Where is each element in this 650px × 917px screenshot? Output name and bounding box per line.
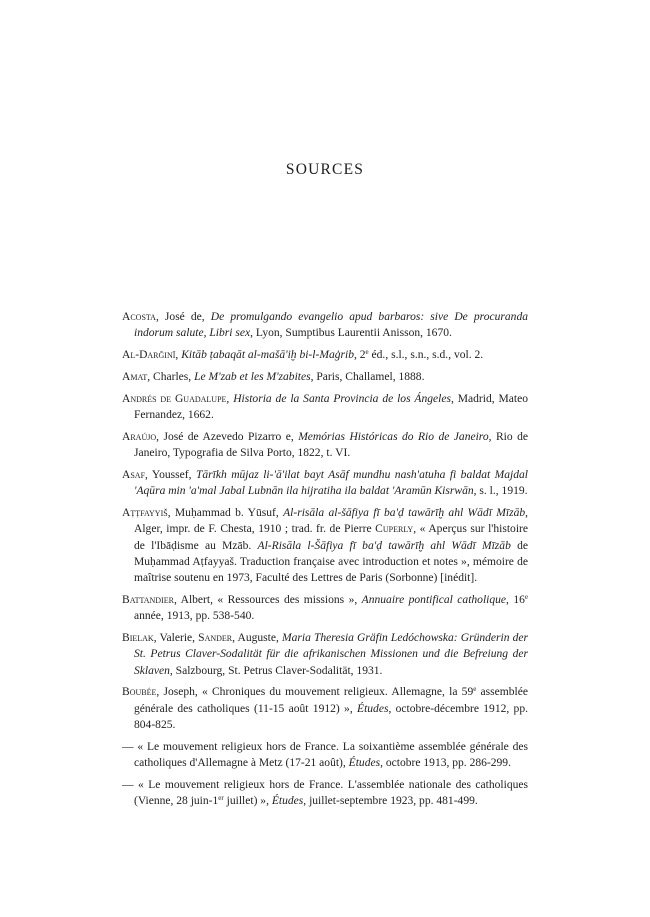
- entry-title-text: De promulgando evangelio apud barbaros: sive De procuranda indorum salute, Libri sex: [134, 311, 529, 340]
- entry-text: , Charles,: [147, 370, 195, 383]
- author-name: Cuperly: [375, 523, 414, 536]
- entry-title-text: Études: [271, 795, 304, 808]
- entry-title-text: Tārīkh mūjaz li-'ā'ilat bayt Asāf mundhu nash'atuha fi baldat Majdal 'Aqūra min 'a'mal Jabal Lubnān ila hijratiha ila baldat 'Aramūn Kisrwān: [134, 468, 528, 498]
- entry-text: , « Aperçus sur l'histoire de l'Ibāḍisme au Mzāb.: [134, 523, 528, 552]
- entry-text: , s. l., 1919.: [473, 485, 528, 498]
- entry-text: , Auguste,: [232, 632, 282, 645]
- bibliography-entry: [122, 429, 528, 462]
- entry-text: éd., s.l., s.n., s.d., vol. 2.: [368, 349, 484, 362]
- entry-text: , 16: [506, 593, 525, 606]
- entry-title-text: Annuaire pontifical catholique: [361, 593, 507, 606]
- bibliography-entry: [122, 739, 528, 772]
- entry-text: , octobre 1913, pp. 286-299.: [380, 757, 511, 770]
- author-name: Bielak: [122, 632, 154, 645]
- entry-text: ,: [175, 349, 182, 362]
- bibliography-list: [122, 309, 528, 815]
- entry-text: , Paris, Challamel, 1888.: [310, 370, 425, 383]
- bibliography-entry: [122, 391, 528, 424]
- entry-text: année, 1913, pp. 538-540.: [134, 610, 255, 623]
- author-name: Battandier: [122, 593, 174, 606]
- superscript: er: [218, 794, 224, 803]
- author-name: Acosta: [122, 311, 156, 323]
- entry-title-text: Maria Theresia Gräfin Ledóchowska: Gründerin der St. Petrus Claver-Sodalität für die afrikanischen Missionen und die Befreiung der Sklaven: [134, 632, 528, 677]
- superscript: e: [365, 348, 369, 357]
- entry-title-text: Al-Risāla l-Šāfiya fī ba'ḍ tawārīḫ ahl Wādī Mīzāb: [257, 539, 511, 552]
- entry-text: — « Le mouvement religieux hors de France. La soixantième assemblée générale des catholiques d'Allemagne à Metz (17-21 août),: [122, 740, 528, 770]
- entry-title-text: Historia de la Santa Provincia de los Ángeles: [233, 392, 451, 405]
- bibliography-entry: [122, 684, 528, 733]
- bibliography-entry: [122, 777, 528, 810]
- entry-title-text: Études: [357, 702, 389, 715]
- entry-text: , José de,: [155, 311, 211, 323]
- entry-title-text: Le M'zab et les M'zabites: [194, 370, 311, 383]
- entry-text: , Muḥammad b. Yūsuf,: [167, 506, 284, 519]
- entry-title-text: Al-risāla al-šāfiya fī ba'ḍ tawārīḫ ahl Wādī Mīzāb: [283, 506, 526, 519]
- entry-text: , 2: [353, 349, 366, 362]
- bibliography-entry: [122, 592, 528, 625]
- author-name: Sander: [198, 632, 233, 645]
- bibliography-entry: [122, 630, 528, 679]
- entry-text: , octobre-décembre 1912, pp. 804-825.: [134, 702, 528, 732]
- entry-text: , Rio de Janeiro, Typografia de Silva Porto, 1822, t. VI.: [134, 430, 529, 460]
- entry-text: , Albert, « Ressources des missions »,: [173, 593, 362, 606]
- bibliography-entry: [122, 505, 528, 586]
- author-name: Amat: [122, 370, 148, 383]
- superscript: e: [473, 685, 477, 694]
- entry-text: , Madrid, Mateo Fernandez, 1662.: [134, 392, 529, 421]
- entry-title-text: Kitāb ṭabaqāt al-mašā'iḫ bi-l-Maġrib: [181, 349, 354, 362]
- author-name: Araújo: [122, 430, 157, 443]
- entry-text: juillet) »,: [223, 795, 272, 808]
- bibliography-entry: [122, 309, 528, 342]
- author-name: Boubée: [122, 686, 157, 699]
- bibliography-entry: [122, 467, 528, 500]
- bibliography-entry: [122, 347, 528, 363]
- author-name: Al-Darğinī: [122, 349, 176, 362]
- entry-text: , Salzbourg, St. Petrus Claver-Sodalität, 1931.: [169, 664, 383, 677]
- entry-text: — « Le mouvement religieux hors de France. L'assemblée nationale des catholiques (Vienne, 28 juin-1: [122, 778, 528, 808]
- entry-text: , Alger, impr. de F. Chesta, 1910 ; trad. fr. de Pierre: [134, 506, 529, 536]
- author-name: Andrés de Guadalupe: [122, 392, 227, 405]
- page-title: SOURCES: [285, 161, 365, 178]
- entry-text: de Muḥammad Aṭfayyaš. Traduction française avec introduction et notes », mémoire de maîtrise soutenu en 1973, Faculté des Lettres de Paris (Sorbonne) [inédit].: [134, 539, 528, 585]
- bibliography-entry: [122, 369, 528, 385]
- entry-text: , juillet-septembre 1923, pp. 481-499.: [303, 795, 478, 808]
- entry-text: , Valerie,: [153, 632, 199, 645]
- entry-text: , Youssef,: [145, 468, 196, 481]
- author-name: Asaf: [122, 468, 146, 481]
- superscript: e: [524, 592, 528, 601]
- entry-text: assemblée générale des catholiques (11-15 août 1912) »,: [134, 686, 528, 715]
- entry-text: , Joseph, « Chroniques du mouvement religieux. Allemagne, la 59: [156, 686, 474, 699]
- entry-title-text: Memórias Históricas do Rio de Janeiro: [298, 430, 489, 443]
- entry-text: , Lyon, Sumptibus Laurentii Anisson, 1670.: [250, 327, 452, 340]
- entry-text: ,: [226, 392, 234, 405]
- entry-text: , José de Azevedo Pizarro e,: [156, 430, 299, 443]
- entry-title-text: Études: [348, 757, 381, 770]
- author-name: Aṭṭfayyiš: [122, 506, 168, 519]
